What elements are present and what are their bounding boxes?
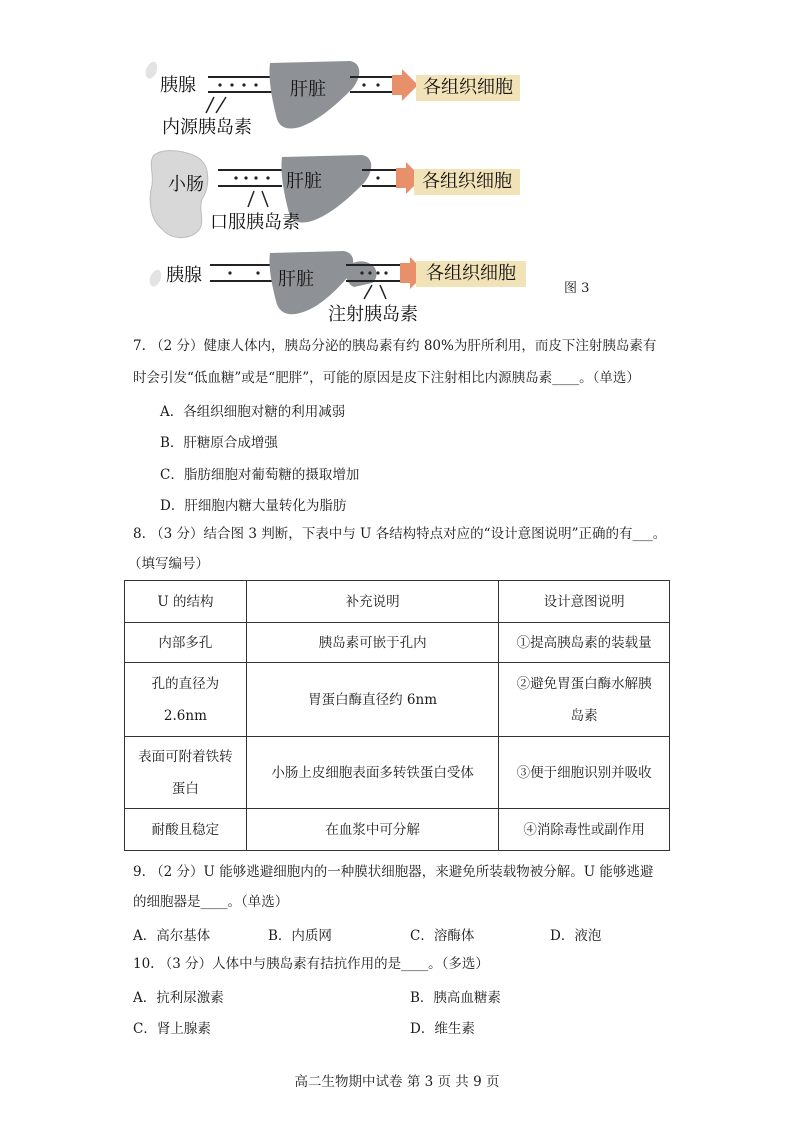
row1-target-box: 各组织细胞 [416,75,520,101]
page-footer: 高二生物期中试卷 第 3 页 共 9 页 [294,1074,500,1090]
q7-line1: 7. （2 分）健康人体内，胰岛分泌的胰岛素有约 80%为肝所利用，而皮下注射胰岛素有 [133,338,657,354]
q10-line1: 10. （3 分）人体中与胰岛素有拮抗作用的是____。（多选） [133,956,489,972]
q10-option-d: D．维生素 [410,1021,475,1037]
q9-option-b: B．内质网 [268,928,332,944]
table-cell [499,737,670,809]
cell-text: 耐酸且稳定 [151,821,220,838]
q8-line1: 8. （3 分）结合图 3 判断，下表中与 U 各结构特点对应的“设计意图说明”正确的有___。 [133,526,667,542]
table-cell: 小肠上皮细胞表面多转铁蛋白受体 [246,737,499,809]
cell-text: 内部多孔 [158,634,213,651]
q8-line2: （填写编号） [128,556,209,572]
cell-text: ②避免胃蛋白酶水解胰 [516,675,652,692]
table-header-cell: U 的结构 [125,581,247,623]
q7-option-d: D．肝细胞内糖大量转化为脂肪 [160,498,347,514]
arrow-icon [392,69,418,101]
figure-caption: 图 3 [564,281,590,296]
cell-text: ③便于细胞识别并吸收 [516,764,652,781]
row3-target-box: 各组织细胞 [416,261,526,287]
q9-option-c: C．溶酶体 [410,928,475,944]
q9-option-d: D．液泡 [550,928,602,944]
cell-text: ①提高胰岛素的装载量 [516,634,652,651]
table-cell [125,623,247,663]
table-cell: 在血浆中可分解 [246,809,499,851]
figure-3 [140,55,620,330]
row1-liver-label: 肝脏 [290,79,326,100]
q7-line2: 时会引发“低血糖”或是“肥胖”，可能的原因是皮下注射相比内源胰岛素____。（单选） [133,370,640,386]
q9-option-a: A．高尔基体 [133,928,211,944]
table-row [125,663,670,737]
table-header-cell: 补充说明 [246,581,499,623]
row3-liver-label: 肝脏 [278,269,314,290]
row2-note-label: 口服胰岛素 [210,212,300,233]
cell-text: 岛素 [570,707,598,724]
cell-text: 2.6nm [163,707,207,724]
table-cell: 胰岛素可嵌于孔内 [246,623,499,663]
table-cell: 胃蛋白酶直径约 6nm [246,663,499,737]
table-row [125,737,670,809]
cell-text: 孔的直径为 [151,675,220,692]
figure-3-drawing [140,55,620,330]
q10-option-c: C．肾上腺素 [133,1021,211,1037]
row3-organ-label: 胰腺 [166,265,202,286]
table-header-row [125,581,670,623]
row3-note-label: 注射胰岛素 [328,304,418,325]
row2-target-box: 各组织细胞 [414,169,520,195]
row1-organ-label: 胰腺 [160,75,196,96]
table-cell [499,663,670,737]
q9-line2: 的细胞器是____。（单选） [133,894,289,910]
design-table [124,580,670,851]
table-cell [125,809,247,851]
q7-option-c: C．脂肪细胞对葡萄糖的摄取增加 [160,467,360,483]
row2-organ-label: 小肠 [168,174,204,195]
q7-option-b: B．肝糖原合成增强 [160,435,278,451]
table-cell [125,663,247,737]
row2-liver-label: 肝脏 [286,171,322,192]
cell-text: ④消除毒性或副作用 [523,821,645,838]
row1-note-label: 内源胰岛素 [162,117,252,138]
pancreas-shape [150,270,161,287]
table-row [125,809,670,851]
q9-line1: 9. （2 分）U 能够逃避细胞内的一种膜状细胞器，来避免所装载物被分解。U 能够逃避 [133,864,654,880]
cell-text: 蛋白 [171,780,199,797]
table-cell [499,809,670,851]
q10-option-a: A．抗利尿激素 [133,990,224,1006]
q7-option-a: A．各组织细胞对糖的利用减弱 [160,404,346,420]
table-header-cell: 设计意图说明 [499,581,670,623]
table-cell [125,737,247,809]
cell-text: 表面可附着铁转 [138,748,233,765]
table-cell [499,623,670,663]
table-row [125,623,670,663]
q10-option-b: B．胰高血糖素 [410,990,501,1006]
pancreas-shape [146,62,157,79]
